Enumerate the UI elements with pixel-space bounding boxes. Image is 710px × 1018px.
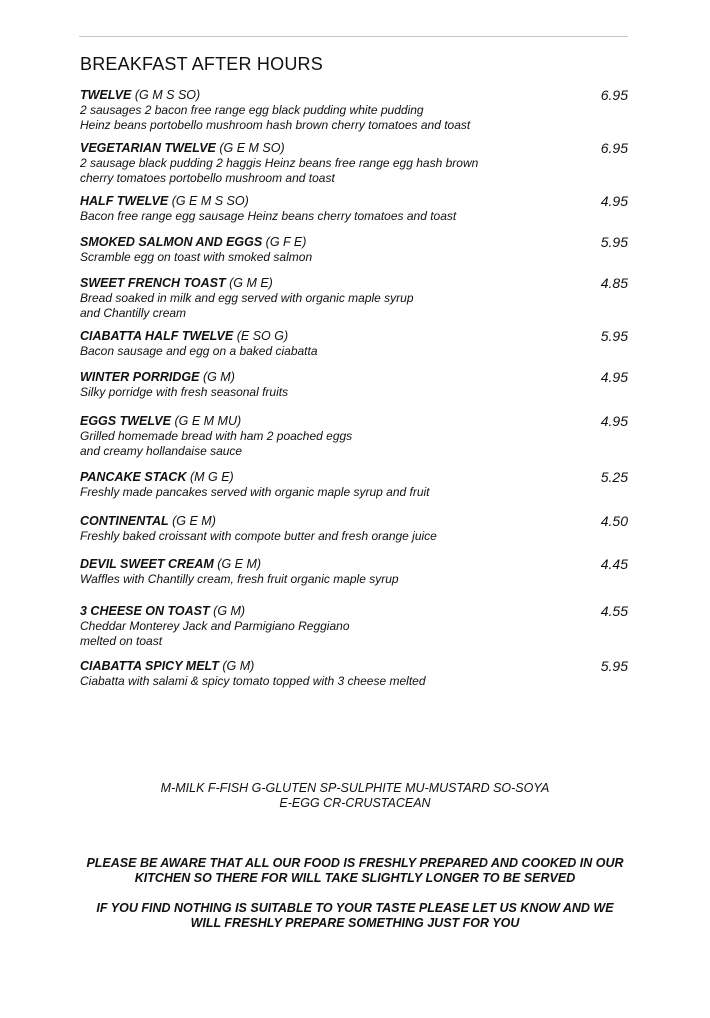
menu-item-price: 4.55 (600, 603, 628, 619)
menu-item-name: EGGS TWELVE (G E M MU) (80, 414, 242, 428)
menu-item (80, 194, 628, 224)
menu-item-description: Scramble egg on toast with smoked salmon (80, 250, 313, 264)
menu-item-description: Bacon free range egg sausage Heinz beans cherry tomatoes and toast (80, 209, 457, 223)
menu-item-description: Grilled homemade bread with ham 2 poached eggs and creamy hollandaise sauce (80, 429, 353, 458)
menu-item-name: VEGETARIAN TWELVE (G E M SO) (80, 141, 285, 155)
allergen-codes: (G F E) (265, 235, 307, 249)
notice-line: IF YOU FIND NOTHING IS SUITABLE TO YOUR TASTE PLEASE LET US KNOW AND WE (96, 901, 614, 915)
menu-item (80, 414, 628, 458)
preparation-notice (0, 856, 710, 886)
menu-item-description: 2 sausages 2 bacon free range egg black pudding white pudding Heinz beans portobello mushroom hash brown cherry tomatoes and toast (80, 103, 471, 132)
menu-item-price: 6.95 (600, 87, 628, 103)
menu-item-description: Bread soaked in milk and egg served with organic maple syrup and Chantilly cream (80, 291, 414, 320)
allergen-legend (0, 781, 710, 811)
menu-item (80, 370, 628, 400)
menu-item-description: Bacon sausage and egg on a baked ciabatta (80, 344, 318, 358)
legend-line: E-EGG CR-CRUSTACEAN (279, 796, 431, 810)
menu-item-price: 4.95 (600, 369, 628, 385)
allergen-codes: (G M E) (229, 276, 273, 290)
menu-item-name: SMOKED SALMON AND EGGS (G F E) (80, 235, 307, 249)
menu-item-price: 5.95 (600, 328, 628, 344)
menu-item-price: 5.95 (600, 658, 628, 674)
allergen-codes: (E SO G) (236, 329, 289, 343)
menu-item-price: 4.85 (600, 275, 628, 291)
taste-notice (0, 901, 710, 931)
menu-item-description: Ciabatta with salami & spicy tomato topped with 3 cheese melted (80, 674, 426, 688)
menu-item-name: CIABATTA HALF TWELVE (E SO G) (80, 329, 289, 343)
menu-item-price: 5.95 (600, 234, 628, 250)
page-title: BREAKFAST AFTER HOURS (80, 54, 323, 75)
menu-item-price: 4.95 (600, 413, 628, 429)
menu-item (80, 557, 628, 587)
menu-item-description: 2 sausage black pudding 2 haggis Heinz beans free range egg hash brown cherry tomatoes portobello mushroom and toast (80, 156, 479, 185)
menu-item-description: Cheddar Monterey Jack and Parmigiano Reggiano melted on toast (80, 619, 350, 648)
menu-item-price: 4.95 (600, 193, 628, 209)
menu-item-name: CONTINENTAL (G E M) (80, 514, 216, 528)
menu-item-price: 4.50 (600, 513, 628, 529)
menu-item-name: TWELVE (G M S SO) (80, 88, 201, 102)
menu-item-price: 6.95 (600, 140, 628, 156)
menu-item-name: PANCAKE STACK (M G E) (80, 470, 234, 484)
notice-line: PLEASE BE AWARE THAT ALL OUR FOOD IS FRESHLY PREPARED AND COOKED IN OUR (86, 856, 624, 870)
menu-item-price: 5.25 (600, 469, 628, 485)
menu-item-description: Waffles with Chantilly cream, fresh fruit organic maple syrup (80, 572, 399, 586)
legend-line: M-MILK F-FISH G-GLUTEN SP-SULPHITE MU-MUSTARD SO-SOYA (160, 781, 550, 795)
allergen-codes: (G M) (202, 370, 235, 384)
menu-item (80, 514, 628, 544)
menu-item (80, 470, 628, 500)
allergen-codes: (M G E) (189, 470, 234, 484)
menu-item (80, 235, 628, 265)
allergen-codes: (G E M MU) (174, 414, 242, 428)
menu-item-description: Freshly made pancakes served with organic maple syrup and fruit (80, 485, 430, 499)
menu-item-description: Silky porridge with fresh seasonal fruits (80, 385, 289, 399)
menu-item-name: SWEET FRENCH TOAST (G M E) (80, 276, 273, 290)
notice-line: KITCHEN SO THERE FOR WILL TAKE SLIGHTLY LONGER TO BE SERVED (134, 871, 576, 885)
allergen-codes: (G E M) (217, 557, 262, 571)
menu-item (80, 659, 628, 689)
allergen-codes: (G E M S SO) (171, 194, 249, 208)
menu-item-price: 4.45 (600, 556, 628, 572)
menu-item-name: CIABATTA SPICY MELT (G M) (80, 659, 255, 673)
top-divider (79, 36, 628, 37)
menu-item-name: WINTER PORRIDGE (G M) (80, 370, 235, 384)
menu-item (80, 276, 628, 320)
allergen-codes: (G M) (213, 604, 246, 618)
menu-item-name: 3 CHEESE ON TOAST (G M) (80, 604, 246, 618)
menu-item (80, 329, 628, 359)
menu-item (80, 141, 628, 185)
menu-item-description: Freshly baked croissant with compote butter and fresh orange juice (80, 529, 437, 543)
menu-item (80, 604, 628, 648)
allergen-codes: (G E M SO) (219, 141, 285, 155)
allergen-codes: (G M) (222, 659, 255, 673)
allergen-codes: (G M S SO) (134, 88, 201, 102)
menu-item-name: DEVIL SWEET CREAM (G E M) (80, 557, 262, 571)
menu-item-name: HALF TWELVE (G E M S SO) (80, 194, 249, 208)
menu-item (80, 88, 628, 132)
allergen-codes: (G E M) (172, 514, 216, 528)
notice-line: WILL FRESHLY PREPARE SOMETHING JUST FOR YOU (190, 916, 520, 930)
